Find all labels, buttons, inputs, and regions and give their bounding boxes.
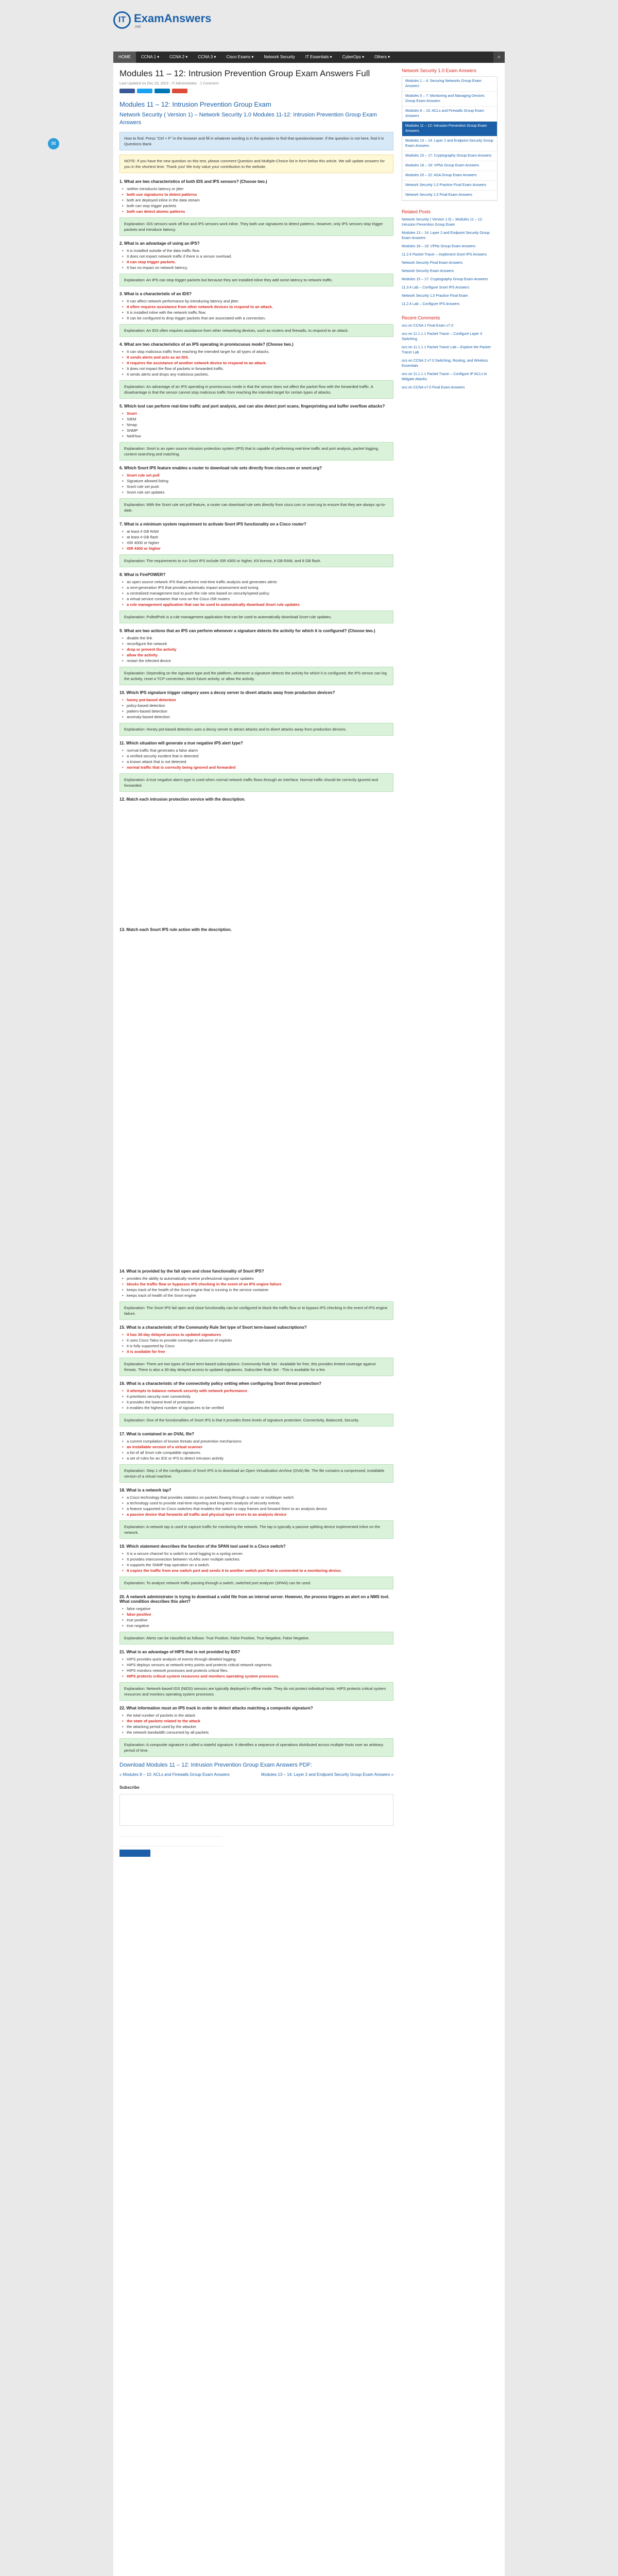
sidebar-item[interactable]: Modules 11 – 12: Intrusion Prevention Group Exam Answers [402, 122, 497, 137]
sidebar-item[interactable]: Modules 18 – 19: VPNs Group Exam Answers [402, 161, 497, 171]
comment-textarea[interactable] [119, 1794, 393, 1826]
answer-option: • It can be configured to drop trigger packets that are associated with a connection. [119, 315, 393, 321]
answer-option: • provides the ability to automatically receive professional signature updates [119, 1276, 393, 1281]
sidebar-item[interactable]: Network Security 1.0 Final Exam Answers [402, 191, 497, 200]
question [119, 1381, 393, 1427]
question-text: 14. What is provided by the fail open and close functionality of Snort IPS? [119, 1269, 264, 1274]
question-text: 11. Which situation will generate a true negative IPS alert type? [119, 741, 243, 745]
question [119, 629, 393, 685]
explanation-box: Explanation: A network tap is used to capture traffic for monitoring the network. The tap is typically a passive splitting device implemented inline on the network. [119, 1520, 393, 1539]
question [119, 1269, 393, 1320]
question-text: 5. Which tool can perform real-time traffic and port analysis, and can also detect port scans, fingerprinting and buffer overflow attacks? [119, 404, 385, 409]
explanation-box: Explanation: To analyze network traffic passing through a switch, switched port analyzer (SPAN) can be used. [119, 1577, 393, 1589]
chat-icon[interactable]: ✉ [48, 138, 59, 149]
question [119, 927, 393, 1264]
nav-item-6[interactable]: IT Essentials ▾ [305, 55, 332, 59]
question-text: 1. What are two characteristics of both IDS and IPS sensors? (Choose two.) [119, 179, 267, 184]
answer-option: • It is installed inline with the network traffic flow. [119, 310, 393, 315]
answer-option: • anomaly-based detection [119, 714, 393, 720]
question [119, 1488, 393, 1539]
nav-item-3[interactable]: CCNA 3 ▾ [198, 55, 216, 59]
related-post-link[interactable]: Modules 15 – 17: Cryptography Group Exam Answers [402, 278, 488, 281]
correct-answer-option: • it is available for free [119, 1349, 393, 1354]
search-icon[interactable]: ⌕ [493, 52, 505, 63]
sidebar-item[interactable]: Modules 13 – 14: Layer 2 and Endpoint Security Group Exam Answers [402, 137, 497, 151]
sidebar-item[interactable]: Modules 5 – 7: Monitoring and Managing Devices Group Exam Answers [402, 92, 497, 107]
sidebar-item[interactable]: Network Security 1.0 Practice Final Exam Answers [402, 181, 497, 191]
question-text: 6. Which Snort IPS feature enables a router to download rule sets directly from cisco.com or snort.org? [119, 466, 322, 470]
correct-answer-option: • It requires the assistance of another network device to respond to an attack. [119, 360, 393, 366]
post-navigation [119, 1772, 393, 1777]
answer-option: • a current compilation of known threats and prevention mechanisms [119, 1438, 393, 1444]
logo-mark: IT [113, 11, 131, 29]
correct-answer-option: • an installable version of a virtual scanner [119, 1444, 393, 1450]
answer-option: • It can stop malicious traffic from reaching the intended target for all types of attacks. [119, 349, 393, 354]
answer-option: • it is fully supported by Cisco [119, 1343, 393, 1349]
answer-option: • Snort rule set push [119, 484, 393, 489]
correct-answer-option: • ISR 4300 or higher [119, 546, 393, 551]
question [119, 522, 393, 567]
correct-answer-option: • a passive device that forwards all traffic and physical layer errors to an analysis device [119, 1512, 393, 1517]
answer-option: • NetFlow [119, 433, 393, 439]
answer-option: • neither introduces latency or jitter [119, 186, 393, 192]
answer-option: • Nmap [119, 422, 393, 428]
question [119, 1595, 393, 1645]
answer-option: • SIEM [119, 416, 393, 422]
answer-option: • reconfigure the network [119, 641, 393, 647]
related-post-link[interactable]: 11.2.4 Lab – Configure IPS Answers [402, 302, 460, 306]
answer-option: • a list of all Snort rule compatible signatures [119, 1450, 393, 1455]
series-link[interactable]: Network Security ( Version 1) – Network Security 1.0 Modules 11-12: Intrusion Prevention Group Exam Answers [119, 112, 377, 126]
correct-answer-option: • both can detect atomic patterns [119, 209, 393, 214]
explanation-box: Explanation: One of the functionalities of Snort IPS is that it provides three levels of signature protection: Connectivity, Balanced, Security. [119, 1414, 393, 1427]
note-box: NOTE: If you have the new question on this test, please comment Question and Multiple-Choice list in form below this article. We will update answers for you in the shortest time. Thank you! We truly value your contribution to the website. [119, 155, 393, 173]
answer-option: • a Cisco technology that provides statistics on packets flowing through a router or multilayer switch [119, 1495, 393, 1500]
related-post-link[interactable]: Modules 18 – 19: VPNs Group Exam Answers [402, 245, 476, 248]
related-post-link[interactable]: Network Security 1.0 Practice Final Exam [402, 294, 468, 298]
recent-comment-link[interactable]: ocs on CCNA 1 Final Exam v7.0 [402, 324, 453, 328]
question [119, 342, 393, 399]
recent-comment-link[interactable]: ocs on 11.1.1.1 Packet Tracer – Configure IP ACLs to Mitigate Attacks [402, 372, 487, 381]
explanation-box: Explanation: The requirements to run Snort IPS include ISR 4300 or higher, K9 license, 8 GB RAM, and 8 GB flash. [119, 554, 393, 567]
recent-comment-link[interactable]: ocs on CCNA v7.0 Final Exam Answers [402, 386, 465, 389]
question-text: 4. What are two characteristics of an IPS operating in promiscuous mode? (Choose two.) [119, 342, 294, 347]
explanation-box: Explanation: Network-based IDS (NIDS) sensors are typically deployed in offline mode. They do not protect individual hosts. HIPS protects critical system resources and monitors operating system processes. [119, 1682, 393, 1701]
question [119, 1432, 393, 1483]
correct-answer-option: • both use signatures to detect patterns [119, 192, 393, 197]
comment-name-field[interactable] [119, 1830, 222, 1837]
nav-item-2[interactable]: CCNA 2 ▾ [169, 55, 188, 59]
correct-answer-option: • It copies the traffic from one switch port and sends it to another switch port that is connected to a monitoring device. [119, 1568, 393, 1573]
facebook-share-button[interactable] [119, 89, 135, 93]
related-post-link[interactable]: Modules 13 – 14: Layer 2 and Endpoint Security Group Exam Answers [402, 231, 490, 240]
post-meta: Last Updated on Dec 23, 2023 · IT Administrator · 1 Comment [119, 82, 219, 86]
related-post-link[interactable]: 11.3.4 Lab – Configure Snort IPS Answers [402, 286, 470, 290]
question-text: 12. Match each intrusion protection service with the description. [119, 797, 246, 802]
question-text: 2. What is an advantage of using an IPS? [119, 241, 200, 246]
answer-option: • an open source network IPS that performs real-time traffic analysis and generates alerts [119, 579, 393, 585]
correct-answer-option: • false positive [119, 1612, 393, 1617]
question [119, 690, 393, 736]
post-comment-button[interactable] [119, 1850, 150, 1857]
sidebar-title: Network Security 1.0 Exam Answers [402, 68, 477, 73]
question-text: 18. What is a network tap? [119, 1488, 171, 1493]
answer-option: • Snort rule set updates [119, 489, 393, 495]
answer-option: • true positive [119, 1617, 393, 1623]
logo-text: ExamAnswers .net [134, 11, 212, 29]
answer-option: • SNMP [119, 428, 393, 433]
recent-comments-list [402, 324, 497, 391]
answer-option: • disable the link [119, 635, 393, 641]
nav-item-7[interactable]: CyberOps ▾ [342, 55, 364, 59]
explanation-box: Explanation: There are two types of Snort term-based subscriptions: Community Rule Set - Available for free, this provides limited coverage against threats. There is also a 30-day delayed access to updated signatures. Subscriber Rule Set - This is available for a fee. [119, 1358, 393, 1376]
answer-option: • both can stop trigger packets [119, 203, 393, 209]
answer-option: • the total number of packets in the attack [119, 1713, 393, 1718]
answer-option: • it enables the highest number of signatures to be verified [119, 1405, 393, 1411]
question [119, 1325, 393, 1376]
comments-section [119, 1785, 393, 1857]
sidebar [402, 68, 497, 399]
explanation-box: Explanation: Step 1 of the configuration of Snort IPS is to download an Open Virtualization Archive (OVA) file. The file contains a compressed, installable version of a virtual machine. [119, 1464, 393, 1483]
answer-option: • a next-generation IPS that provides automatic impact assessment and tuning [119, 585, 393, 590]
next-post-link[interactable]: Modules 13 – 14: Layer 2 and Endpoint Security Group Exam Answers » [261, 1772, 393, 1777]
question [119, 179, 393, 236]
answer-option: • false negative [119, 1606, 393, 1612]
correct-answer-option: • it has 30-day delayed access to updated signatures [119, 1332, 393, 1337]
recent-comments-title: Recent Comments [402, 315, 440, 320]
correct-answer-option: • a rule management application that can be used to automatically download Snort rule updates [119, 602, 393, 607]
recent-comment-link[interactable]: ocs on 11.1.1.1 Packet Tracer – Configure Layer 3 Switching [402, 332, 482, 341]
question-list [119, 179, 393, 1757]
correct-answer-option: • Snort rule set pull [119, 472, 393, 478]
recent-comment-link[interactable]: ocs on CCNA 2 v7.0 Switching, Routing, and Wireless Essentials [402, 359, 488, 368]
how-to-find-box: How to find: Press “Ctrl + F” in the browser and fill in whatever wording is in the question to find that question/answer. If the question is not here, find it in Questions Bank. [119, 132, 393, 150]
answer-option: • at least 4 GB RAM [119, 529, 393, 534]
previous-post-link[interactable]: « Modules 8 – 10: ACLs and Firewalls Group Exam Answers [119, 1772, 230, 1777]
question-text: 16. What is a characteristic of the connectivity policy setting when configuring Snort threat protection? [119, 1381, 322, 1386]
question [119, 1544, 393, 1589]
sidebar-item[interactable]: Modules 8 – 10: ACLs and Firewalls Group Exam Answers [402, 107, 497, 122]
share-buttons [119, 89, 393, 93]
question [119, 241, 393, 286]
question [119, 1650, 393, 1701]
explanation-box: Explanation: Honey pot-based detection uses a decoy server to attract attacks and to divert attacks away from production devices. [119, 723, 393, 736]
correct-answer-option: • It can stop trigger packets. [119, 259, 393, 265]
answer-option: • the network bandwidth consumed by all packets [119, 1730, 393, 1735]
question [119, 797, 393, 922]
related-post-link[interactable]: Network Security Exam Answers [402, 269, 454, 273]
answer-option: • the attacking period used by the attacker [119, 1724, 393, 1730]
article-subtitle: Modules 11 – 12: Intrusion Prevention Group Exam [119, 100, 271, 108]
explanation-box: Explanation: PulledPork is a rule management application that can be used to automatically download Snort rule updates. [119, 611, 393, 623]
answer-option: • a virtual service container that runs on the Cisco ISR routers [119, 596, 393, 602]
nav-item-1[interactable]: CCNA 1 ▾ [141, 55, 160, 59]
answer-option: • it provides the lowest level of protection [119, 1399, 393, 1405]
explanation-box: Explanation: IDS sensors work off line and IPS sensors work inline. They both use signatures to detect patterns. However, only IPS sensors stop trigger packets and introduce latency. [119, 217, 393, 236]
related-post-link[interactable]: Network Security ( Version 1.0) – Modules 11 – 12: Intrusion Prevention Group Exam [402, 218, 483, 227]
question-text: 3. What is a characteristic of an IDS? [119, 292, 192, 296]
answer-option: • It can affect network performance by introducing latency and jitter. [119, 298, 393, 304]
correct-answer-option: • It often requires assistance from other network devices to respond to an attack. [119, 304, 393, 310]
related-post-link[interactable]: 11.2.4 Packet Tracer – Implement Snort IPS Answers [402, 253, 487, 257]
question [119, 466, 393, 517]
matching-image-placeholder [119, 934, 393, 1264]
answer-option: • both are deployed inline in the data stream [119, 197, 393, 203]
twitter-share-button[interactable] [137, 89, 152, 93]
answer-option: • restart the infected device [119, 658, 393, 664]
sidebar-module-list [402, 76, 497, 201]
answer-option: • It does not impact network traffic if there is a sensor overload. [119, 253, 393, 259]
correct-answer-option: • allow the activity [119, 652, 393, 658]
answer-option: • It provides interconnection between VLANs over multiple switches. [119, 1556, 393, 1562]
question-text: 10. Which IPS signature trigger category uses a decoy server to divert attacks away from production devices? [119, 690, 335, 695]
correct-answer-option: • It sends alerts and acts as an IDS. [119, 354, 393, 360]
answer-option: • It does not impact the flow of packets in forwarded traffic. [119, 366, 393, 371]
page-title: Modules 11 – 12: Intrusion Prevention Group Exam Answers Full [119, 69, 370, 78]
answer-option: • It supports the SNMP trap operation on a switch. [119, 1562, 393, 1568]
nav-item-8[interactable]: Others ▾ [374, 55, 390, 59]
explanation-box: Explanation: A composite signature is called a stateful signature. It identifies a sequence of operations distributed across multiple hosts over an arbitrary period of time. [119, 1738, 393, 1757]
answer-option: • a set of rules for an IDS or IPS to detect intrusion activity [119, 1455, 393, 1461]
recent-comment-link[interactable]: ocs on 11.1.1.1 Packet Tracer Lab – Explore the Packet Tracer Lab [402, 346, 491, 354]
correct-answer-option: • Snort [119, 411, 393, 416]
article [119, 68, 393, 1857]
question-text: 8. What is FirePOWER? [119, 572, 166, 577]
explanation-box: Explanation: Depending on the signature type and the platform, whenever a signature detects the activity for which it is configured, the IPS sensor can log the activity, reset a TCP connection, block future activity, or allow the activity. [119, 667, 393, 685]
answer-option: • HIPS monitors network processes and protects critical files. [119, 1668, 393, 1673]
explanation-box: Explanation: A true negative alarm type is used when normal network traffic flows through an interface. Normal traffic should be correctly ignored and forwarded. [119, 773, 393, 792]
answer-option: • It is a secure channel for a switch to send logging to a syslog server. [119, 1551, 393, 1556]
question-text: 13. Match each Snort IPS rule action with the description. [119, 927, 232, 932]
answer-option: • at least 4 GB flash [119, 534, 393, 540]
answer-option: • HIPS provides quick analysis of events through detailed logging. [119, 1656, 393, 1662]
nav-item-5[interactable]: Network Security [264, 55, 295, 59]
question-text: 17. What is contained in an OVAL file? [119, 1432, 195, 1436]
explanation-box: Explanation: With the Snort rule set pull feature, a router can download rule sets directly from cisco.com or snort.org to ensure that they are always up-to-date. [119, 498, 393, 517]
nav-item-0[interactable]: HOME [113, 52, 136, 63]
content-wrapper [113, 63, 505, 2576]
answer-option: • a verified security incident that is detected [119, 753, 393, 759]
question [119, 292, 393, 337]
question [119, 741, 393, 792]
question-text: 21. What is an advantage of HIPS that is not provided by IDS? [119, 1650, 241, 1654]
answer-option: • pattern-based detection [119, 708, 393, 714]
correct-answer-option: • the state of packets related to the attack [119, 1718, 393, 1724]
email-share-button[interactable] [172, 89, 187, 93]
answer-option: • It sends alerts and drops any malicious packets. [119, 371, 393, 377]
site-logo[interactable] [113, 11, 211, 29]
question-text: 9. What are two actions that an IPS can perform whenever a signature detects the activity for which it is configured? (Choose two.) [119, 629, 375, 633]
answer-option: • ISR 4000 or higher [119, 540, 393, 546]
download-pdf-heading[interactable]: Download Modules 11 – 12: Intrusion Prevention Group Exam Answers PDF: [119, 1762, 312, 1768]
answer-option: • HIPS deploys sensors at network entry points and protects critical network segments. [119, 1662, 393, 1668]
correct-answer-option: • HIPS protects critical system resources and monitors operating system processes. [119, 1673, 393, 1679]
answer-option: • a known attack that is not detected [119, 759, 393, 765]
explanation-box: Explanation: An advantage of an IPS operating in promiscuous mode is that the sensor does not affect the packet flow with the forwarded traffic. A disadvantage is that the sensor cannot stop malicious traffic from reaching the intended target for certain types of attacks. [119, 380, 393, 399]
answer-option: • a feature supported on Cisco switches that enables the switch to copy frames and forward them to an analysis device [119, 1506, 393, 1512]
question-text: 22. What information must an IPS track in order to detect attacks matching a composite signature? [119, 1706, 313, 1710]
answer-option: • a technology used to provide real-time reporting and long-term analysis of security events [119, 1500, 393, 1506]
related-posts-list [402, 217, 497, 307]
sidebar-item[interactable]: Modules 1 – 4: Securing Networks Group Exam Answers [402, 77, 497, 92]
sidebar-item[interactable]: Modules 20 – 22: ASA Group Exam Answers [402, 171, 497, 181]
main-navigation [113, 52, 505, 63]
answer-option: • It is installed outside of the data traffic flow. [119, 248, 393, 253]
correct-answer-option: • it attempts to balance network security with network performance [119, 1388, 393, 1394]
sidebar-item[interactable]: Modules 15 – 17: Cryptography Group Exam Answers [402, 151, 497, 161]
explanation-box: Explanation: Snort is an open source intrusion protection system (IPS) that is capable of performing real-time traffic and port analysis, packet logging, content searching and matching. [119, 442, 393, 461]
answer-option: • true negative [119, 1623, 393, 1629]
related-post-link[interactable]: Network Security Final Exam Answers [402, 261, 463, 265]
question [119, 572, 393, 623]
question-text: 20. A network administrator is trying to download a valid file from an internal server. However, the process triggers an alert on a NMS tool. What condition describes this alert? [119, 1595, 389, 1604]
correct-answer-option: • normal traffic that is correctly being ignored and forwarded [119, 765, 393, 770]
explanation-box: Explanation: An IPS can stop trigger packets but because they are installed inline they add some latency to network traffic. [119, 274, 393, 286]
comments-title: Subscribe [119, 1785, 140, 1790]
question [119, 404, 393, 461]
correct-answer-option: • honey pot-based detection [119, 697, 393, 703]
site-header [113, 0, 505, 39]
answer-option: • keeps track of the health of the Snort engine that is running in the service container [119, 1287, 393, 1293]
comment-email-field[interactable] [119, 1840, 222, 1846]
answer-option: • a centralized management tool to push the rule sets based on security/speed policy [119, 590, 393, 596]
linkedin-share-button[interactable] [154, 89, 170, 93]
answer-option: • policy-based detection [119, 703, 393, 708]
answer-option: • keeps track of health of the Snort engine [119, 1293, 393, 1298]
question [119, 1706, 393, 1757]
answer-option: • It has no impact on network latency. [119, 265, 393, 270]
correct-answer-option: • blocks the traffic flow or bypasses IPS checking in the event of an IPS engine failure [119, 1281, 393, 1287]
explanation-box: Explanation: An IDS often requires assistance from other networking devices, such as routers and firewalls, to respond to an attack. [119, 324, 393, 337]
answer-option: • normal traffic that generates a false alarm [119, 748, 393, 753]
explanation-box: Explanation: Alerts can be classified as follows: True Positive, False Positive, True Negative, False Negative. [119, 1632, 393, 1645]
question-text: 7. What is a minimum system requirement to activate Snort IPS functionality on a Cisco router? [119, 522, 306, 527]
answer-option: • Signature allowed listing [119, 478, 393, 484]
answer-option: • it uses Cisco Talos to provide coverage in advance of exploits [119, 1337, 393, 1343]
explanation-box: Explanation: The Snort IPS fail open and close functionality can be configured to block the traffic flow or to bypass IPS checking in the event of IPS engine failure. [119, 1301, 393, 1320]
matching-image-placeholder [119, 804, 393, 922]
question-text: 19. Which statement describes the function of the SPAN tool used in a Cisco switch? [119, 1544, 286, 1549]
nav-item-4[interactable]: Cisco Exams ▾ [226, 55, 254, 59]
question-text: 15. What is a characteristic of the Community Rule Set type of Snort term-based subscriptions? [119, 1325, 307, 1330]
answer-option: • it prioritizes security over connectivity [119, 1394, 393, 1399]
correct-answer-option: • drop or prevent the activity [119, 647, 393, 652]
related-posts-title: Related Posts [402, 209, 431, 214]
